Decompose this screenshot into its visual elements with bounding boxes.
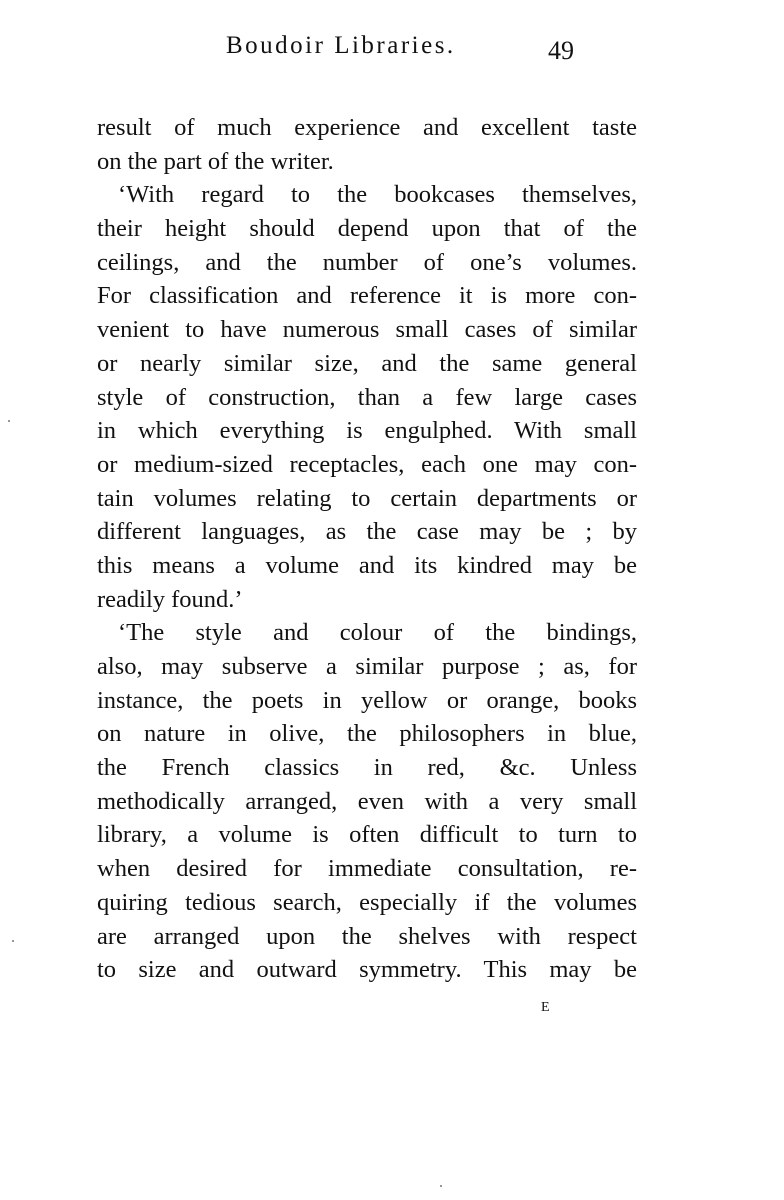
text-line: ceilings, and the number of one’s volumes.: [97, 248, 637, 276]
text-line: on nature in olive, the philosophers in blue,: [97, 720, 637, 748]
text-line: are arranged upon the shelves with respect: [97, 922, 637, 950]
text-line: library, a volume is often difficult to turn to: [97, 821, 637, 849]
page-number: 49: [548, 36, 574, 65]
text-line: ‘With regard to the bookcases themselves,: [118, 181, 637, 209]
text-line: venient to have numerous small cases of similar: [97, 316, 637, 344]
text-line: tain volumes relating to certain departments or: [97, 484, 637, 512]
scan-speck: [12, 940, 14, 942]
text-line: or nearly similar size, and the same general: [97, 349, 637, 377]
text-line: result of much experience and excellent taste: [97, 114, 637, 141]
scan-speck: [440, 1185, 442, 1187]
page-header: [0, 32, 784, 72]
text-line: also, may subserve a similar purpose ; as, for: [97, 653, 637, 680]
text-line: when desired for immediate consultation, re-: [97, 855, 637, 883]
scan-speck: [8, 420, 10, 422]
text-line: different languages, as the case may be ; by: [97, 518, 637, 546]
text-line: in which everything is engulphed. With small: [97, 417, 637, 445]
text-line: on the part of the writer.: [97, 147, 334, 175]
text-line: this means a volume and its kindred may be: [97, 551, 637, 579]
signature-mark: E: [541, 1000, 550, 1015]
text-line: For classification and reference it is more con-: [97, 282, 637, 310]
text-line: the French classics in red, &c. Unless: [97, 754, 637, 782]
text-line: methodically arranged, even with a very small: [97, 787, 637, 815]
text-line: style of construction, than a few large cases: [97, 383, 637, 411]
text-line: to size and outward symmetry. This may be: [97, 956, 637, 984]
text-line: or medium-sized receptacles, each one may con-: [97, 450, 637, 478]
body-text: [97, 111, 637, 987]
text-line: their height should depend upon that of the: [97, 215, 637, 243]
running-title: Boudoir Libraries.: [226, 32, 456, 59]
text-line: ‘The style and colour of the bindings,: [118, 619, 637, 647]
text-line: instance, the poets in yellow or orange, books: [97, 686, 637, 714]
text-line: quiring tedious search, especially if the volumes: [97, 888, 637, 916]
text-line: readily found.’: [97, 585, 243, 613]
